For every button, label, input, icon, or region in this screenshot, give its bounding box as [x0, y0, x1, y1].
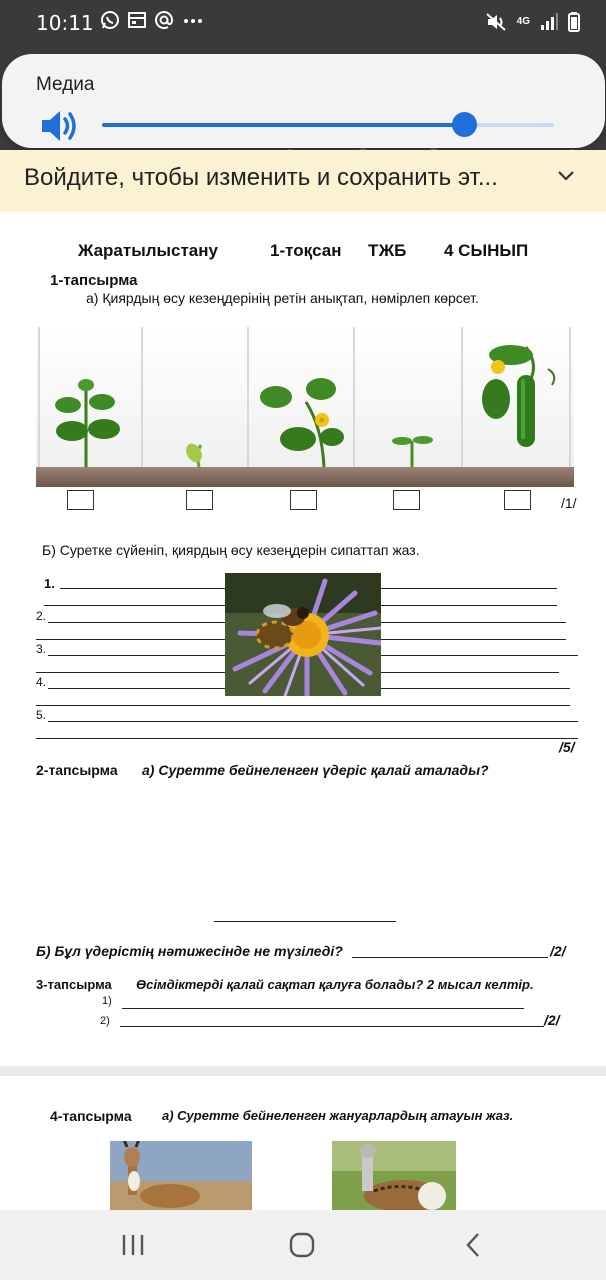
volume-fill: [102, 123, 464, 127]
answer-label-2: 2.: [36, 609, 47, 623]
answer-label-1: 1.: [44, 576, 55, 591]
page-separator: [0, 1066, 606, 1076]
order-box-3[interactable]: [290, 490, 317, 510]
answer-line[interactable]: [120, 1026, 544, 1027]
doc-subject: Жаратылыстану: [78, 241, 218, 260]
home-icon[interactable]: [288, 1232, 318, 1258]
volume-slider[interactable]: [102, 123, 554, 127]
bustard-bird-photo: [332, 1141, 456, 1210]
order-box-2[interactable]: [186, 490, 213, 510]
doc-grade: 4 СЫНЫП: [444, 241, 529, 260]
answer-label-3: 3.: [36, 642, 47, 656]
order-box-1[interactable]: [67, 490, 94, 510]
order-box-5[interactable]: [504, 490, 531, 510]
task4-title: 4-тапсырма: [50, 1108, 132, 1124]
signal-icon: [540, 13, 558, 31]
task1-title: 1-тапсырма: [50, 272, 138, 289]
system-nav-bar: [0, 1210, 606, 1280]
at-icon: [154, 10, 174, 30]
sign-in-banner[interactable]: [0, 150, 606, 212]
battery-icon: [568, 12, 580, 32]
back-icon[interactable]: [460, 1232, 490, 1258]
task3-question: Өсімдіктерді қалай сақтап қалуға болады? 2 мысал келтір.: [136, 977, 534, 992]
doc-quarter: 1-тоқсан: [270, 241, 342, 260]
status-system-icons: [485, 12, 580, 32]
mute-icon: [485, 12, 507, 32]
banner-text: Войдите, чтобы изменить и сохранить эт...: [24, 164, 498, 191]
task4-part-a: а) Суретте бейнеленген жануарлардың атауын жаз.: [162, 1108, 514, 1123]
task2-score-b: /2/: [550, 943, 566, 959]
status-time: 10:11: [36, 11, 94, 35]
answer-line-task2b[interactable]: [352, 957, 548, 958]
more-icon: [182, 10, 204, 30]
gazelle-photo: [110, 1141, 252, 1210]
answer-line-task2a[interactable]: [214, 921, 396, 922]
doc-type: ТЖБ: [368, 241, 407, 260]
task2-part-b: Б) Бұл үдерістің нәтижесінде не түзіледі?: [36, 943, 343, 959]
answer-line[interactable]: [48, 721, 578, 722]
calendar-icon: [128, 11, 146, 29]
media-volume-panel: [2, 54, 605, 148]
answer-label-4: 4.: [36, 675, 47, 689]
task3-item-2: 2): [100, 1015, 110, 1027]
network-type: 4G: [516, 16, 530, 27]
document-page-2: [0, 1076, 606, 1210]
task3-item-1: 1): [102, 995, 112, 1007]
task2-title: 2-тапсырма: [36, 762, 118, 778]
answer-label-5: 5.: [36, 708, 47, 722]
task1-part-b: Б) Суретке сүйеніп, қиярдың өсу кезеңдерін сипаттап жаз.: [42, 542, 420, 558]
answer-line[interactable]: [122, 1008, 524, 1009]
chevron-down-icon[interactable]: [556, 166, 576, 186]
media-label: Медиа: [36, 74, 95, 95]
whatsapp-icon: [100, 10, 120, 30]
recents-icon[interactable]: [118, 1232, 148, 1258]
answer-line[interactable]: [36, 705, 570, 706]
task1-score-b: /5/: [559, 739, 575, 755]
status-notification-icons: [100, 10, 204, 30]
speaker-icon[interactable]: [40, 108, 80, 144]
order-box-4[interactable]: [393, 490, 420, 510]
answer-line[interactable]: [36, 738, 578, 739]
task1-part-a: а) Қиярдың өсу кезеңдерінің ретін анықтап, нөмірлеп көрсет.: [86, 290, 479, 306]
task2-part-a: а) Суретте бейнеленген үдеріс қалай аталады?: [142, 762, 489, 778]
task3-score: /2/: [544, 1012, 560, 1028]
task3-title: 3-тапсырма: [36, 977, 112, 992]
task1-score-a: /1/: [561, 495, 577, 511]
cucumber-growth-image: [36, 327, 574, 487]
status-bar: [0, 0, 606, 46]
volume-thumb[interactable]: [452, 112, 477, 137]
bee-pollination-photo: [225, 573, 381, 696]
